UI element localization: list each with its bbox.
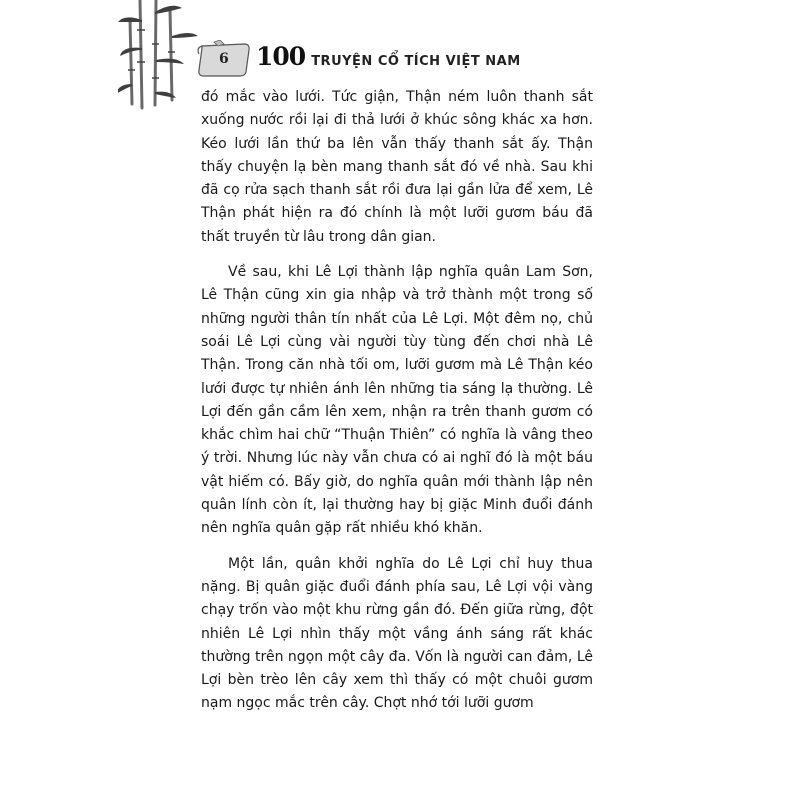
page-number: 6 <box>219 51 229 67</box>
book-title-text: TRUYỆN CỔ TÍCH VIỆT NAM <box>311 54 521 69</box>
paragraph: Về sau, khi Lê Lợi thành lập nghĩa quân Lam Sơn, Lê Thận cũng xin gia nhập và trở thành một trong số những người thân tín nhất của Lê Lợi. Một đêm nọ, chủ soái Lê Lợi cùng vài người tùy tùng đến chơi nhà Lê Thận. Trong căn nhà tối om, lưỡi gươm mà Lê Thận kéo lưới được tự nhiên ánh lên những tia sáng lạ thường. Lê Lợi đến gần cầm lên xem, nhận ra trên thanh gươm có khắc chìm hai chữ “Thuận Thiên” có nghĩa là vâng theo ý trời. Nhưng lúc này vẫn chưa có ai nghĩ đó là một báu vật hiếm có. Bấy giờ, do nghĩa quân mới thành lập nên quân lính còn ít, lại thường hay bị giặc Minh đuổi đánh nên nghĩa quân gặp rất nhiều khó khăn. <box>201 264 593 537</box>
book-title-number: 100 <box>256 42 306 71</box>
paragraph: Một lần, quân khởi nghĩa do Lê Lợi chỉ huy thua nặng. Bị quân giặc đuổi đánh phía sau, Lê Lợi vội vàng chạy trốn vào một khu rừng gần đó. Đến giữa rừng, đột nhiên Lê Lợi nhìn thấy một vầng ánh sáng rất khác thường trên ngọn một cây đa. Vốn là người can đảm, Lê Lợi bèn trèo lên cây xem thì thấy có một chuôi gươm nạm ngọc mắc trên cây. Chợt nhớ tới lưỡi gươm <box>201 555 593 712</box>
paragraph: đó mắc vào lưới. Tức giận, Thận ném luôn thanh sắt xuống nước rồi lại đi thả lưới ở khúc sông khác xa hơn. Kéo lưới lần thứ ba lên vẫn thấy thanh sắt ấy. Thận thấy chuyện lạ bèn mang thanh sắt đó về nhà. Sau khi đã cọ rửa sạch thanh sắt rồi đưa lại gần lửa để xem, Lê Thận phát hiện ra đó chính là một lưỡi gươm báu đã thất truyền từ lâu trong dân gian. <box>201 89 593 245</box>
book-title <box>256 42 521 71</box>
story-body <box>201 86 593 716</box>
